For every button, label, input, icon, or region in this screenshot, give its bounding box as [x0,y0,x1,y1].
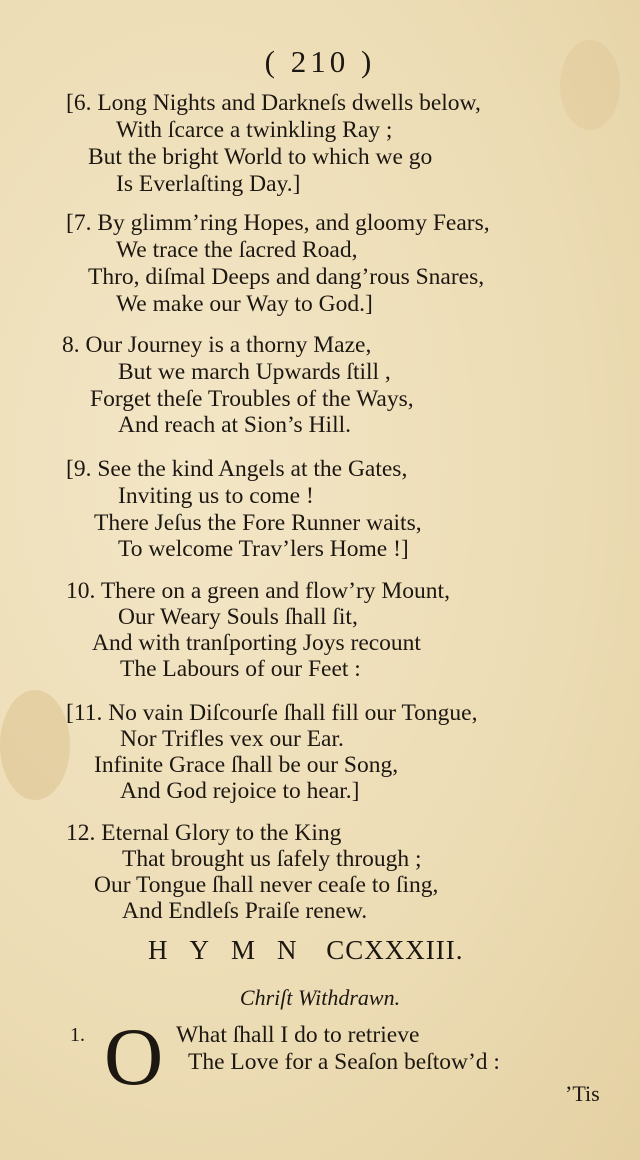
verse-line: [7. By glimm’ring Hopes, and gloomy Fears, [66,210,490,236]
verse-line: [11. No vain Diſcourſe ſhall fill our Tongue, [66,700,478,726]
verse-line: Thro, diſmal Deeps and dang’rous Snares, [88,264,485,290]
verse-line: That brought us ſafely through ; [122,846,422,872]
verse-line: With ſcarce a twinkling Ray ; [116,117,393,143]
verse-number: 1. [70,1024,85,1046]
verse-line: The Labours of our Feet : [120,656,361,682]
verse-line: 8. Our Journey is a thorny Maze, [62,332,372,358]
drop-cap: O [104,1011,164,1102]
verse-line: 12. Eternal Glory to the King [66,820,342,846]
verse-line: 10. There on a green and flow’ry Mount, [66,578,450,604]
verse-line: What ſhall I do to retrieve [176,1022,420,1048]
catchword: ’Tis [565,1081,600,1106]
verse-line: And reach at Sion’s Hill. [118,412,352,438]
page-number: ( 210 ) [264,44,376,79]
verse-line: [6. Long Nights and Darkneſs dwells below, [66,90,481,116]
verse-line: We make our Way to God.] [116,291,373,317]
verse-line: [9. See the kind Angels at the Gates, [66,456,408,482]
verse-line: Our Weary Souls ſhall ſit, [118,604,358,630]
verse-line: Forget theſe Troubles of the Ways, [90,386,414,412]
verse-line: Infinite Grace ſhall be our Song, [94,752,399,778]
verse-line: To welcome Trav’lers Home !] [118,536,409,562]
verse-line: We trace the ſacred Road, [116,237,358,263]
verse-line: And Endleſs Praiſe renew. [122,898,368,924]
verse-line: Our Tongue ſhall never ceaſe to ſing, [94,872,439,898]
verse-line: Is Everlaſting Day.] [116,171,301,197]
paper-stain [0,690,70,800]
hymn-numeral: CCXXXIII. [326,935,464,965]
hymn-subtitle: Chriſt Withdrawn. [239,985,401,1010]
verse-line: But we march Upwards ſtill , [118,359,391,385]
verse-line: The Love for a Seaſon beſtow’d : [188,1049,500,1075]
verse-line: There Jeſus the Fore Runner waits, [94,510,422,536]
verse-line: Nor Trifles vex our Ear. [120,726,344,752]
hymn-heading [148,935,464,966]
verse-line: But the bright World to which we go [88,144,433,170]
hymn-word: HYMN [148,935,319,965]
verse-line: And God rejoice to hear.] [120,778,360,804]
verse-line: And with tranſporting Joys recount [92,630,421,656]
verse-line: Inviting us to come ! [118,483,314,509]
